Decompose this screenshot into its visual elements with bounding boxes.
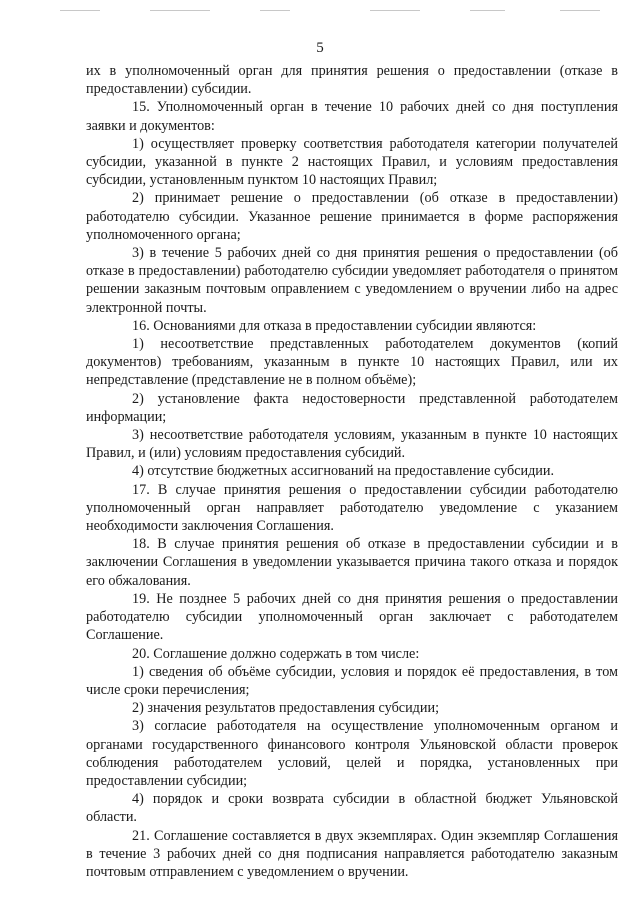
paragraph: 18. В случае принятия решения об отказе в предоставлении субсидии и в заключении Соглашения в уведомлении указывается причина такого отказа и порядок его обжалования. <box>86 536 618 589</box>
paragraph: 1) сведения об объёме субсидии, условия и порядок её предоставления, в том числе сроки перечисления; <box>86 663 618 698</box>
paragraph: их в уполномоченный орган для принятия решения о предоставлении (отказе в предоставлении) субсидии. <box>86 63 618 98</box>
paragraph: 16. Основаниями для отказа в предоставлении субсидии являются: <box>132 317 537 334</box>
paragraph: 3) в течение 5 рабочих дней со дня принятия решения о предоставлении (об отказе в предоставлении) работодателю субсидии уведомляет работодателя о принятом решении заказным почтовым оправлением с уведомлением о вручении либо на адрес электронной почты. <box>86 245 618 316</box>
paragraph: 4) порядок и сроки возврата субсидии в областной бюджет Ульяновской области. <box>86 791 618 826</box>
scan-edge-mark <box>470 10 505 11</box>
paragraph: 4) отсутствие бюджетных ассигнований на предоставление субсидии. <box>132 463 555 480</box>
paragraph: 21. Соглашение составляется в двух экземплярах. Один экземпляр Соглашения в течение 3 рабочих дней со дня подписания направляется работодателю заказным почтовым отправлением с уведомлением о вручении. <box>86 827 618 880</box>
scan-edge-mark <box>370 10 420 11</box>
paragraph: 3) несоответствие работодателя условиям, указанным в пункте 10 настоящих Правил, и (или) условиям предоставления субсидий. <box>86 427 618 462</box>
paragraph: 1) несоответствие представленных работодателем документов (копий документов) требованиям, указанным в пункте 10 настоящих Правил, или их непредставление (представление не в полном объёме); <box>86 336 618 389</box>
paragraph: 20. Соглашение должно содержать в том числе: <box>132 645 420 662</box>
scan-edge-mark <box>150 10 210 11</box>
scan-edge-mark <box>60 10 100 11</box>
page-number: 5 <box>316 40 324 56</box>
paragraph: 2) установление факта недостоверности представленной работодателем информации; <box>86 390 618 425</box>
paragraph: 3) согласие работодателя на осуществление уполномоченным органом и органами государственного финансового контроля Ульяновской области проверок соблюдения работодателем условий, целей и порядка, установленных при предоставлении субсидии; <box>86 718 618 789</box>
paragraph: 17. В случае принятия решения о предоставлении субсидии работодателю уполномоченный орган направляет работодателю уведомление с указанием необходимости заключения Соглашения. <box>86 481 618 535</box>
paragraph: 19. Не позднее 5 рабочих дней со дня принятия решения о предоставлении работодателю субсидии уполномоченный орган заключает с работодателем Соглашение. <box>86 590 618 644</box>
scan-edge-mark <box>260 10 290 11</box>
document-body <box>86 62 618 881</box>
paragraph: 2) значения результатов предоставления субсидии; <box>132 700 440 717</box>
paragraph: 1) осуществляет проверку соответствия работодателя категории получателей субсидии, указанной в пункте 2 настоящих Правил, и условиям предоставления субсидии, установленным пунктом 10 настоящих Правил; <box>86 135 618 189</box>
scan-edge-mark <box>560 10 600 11</box>
paragraph: 2) принимает решение о предоставлении (об отказе в предоставлении) работодателю субсидии. Указанное решение принимается в форме распоряжения уполномоченного органа; <box>86 190 618 243</box>
paragraph: 15. Уполномоченный орган в течение 10 рабочих дней со дня поступления заявки и документов: <box>86 99 618 134</box>
